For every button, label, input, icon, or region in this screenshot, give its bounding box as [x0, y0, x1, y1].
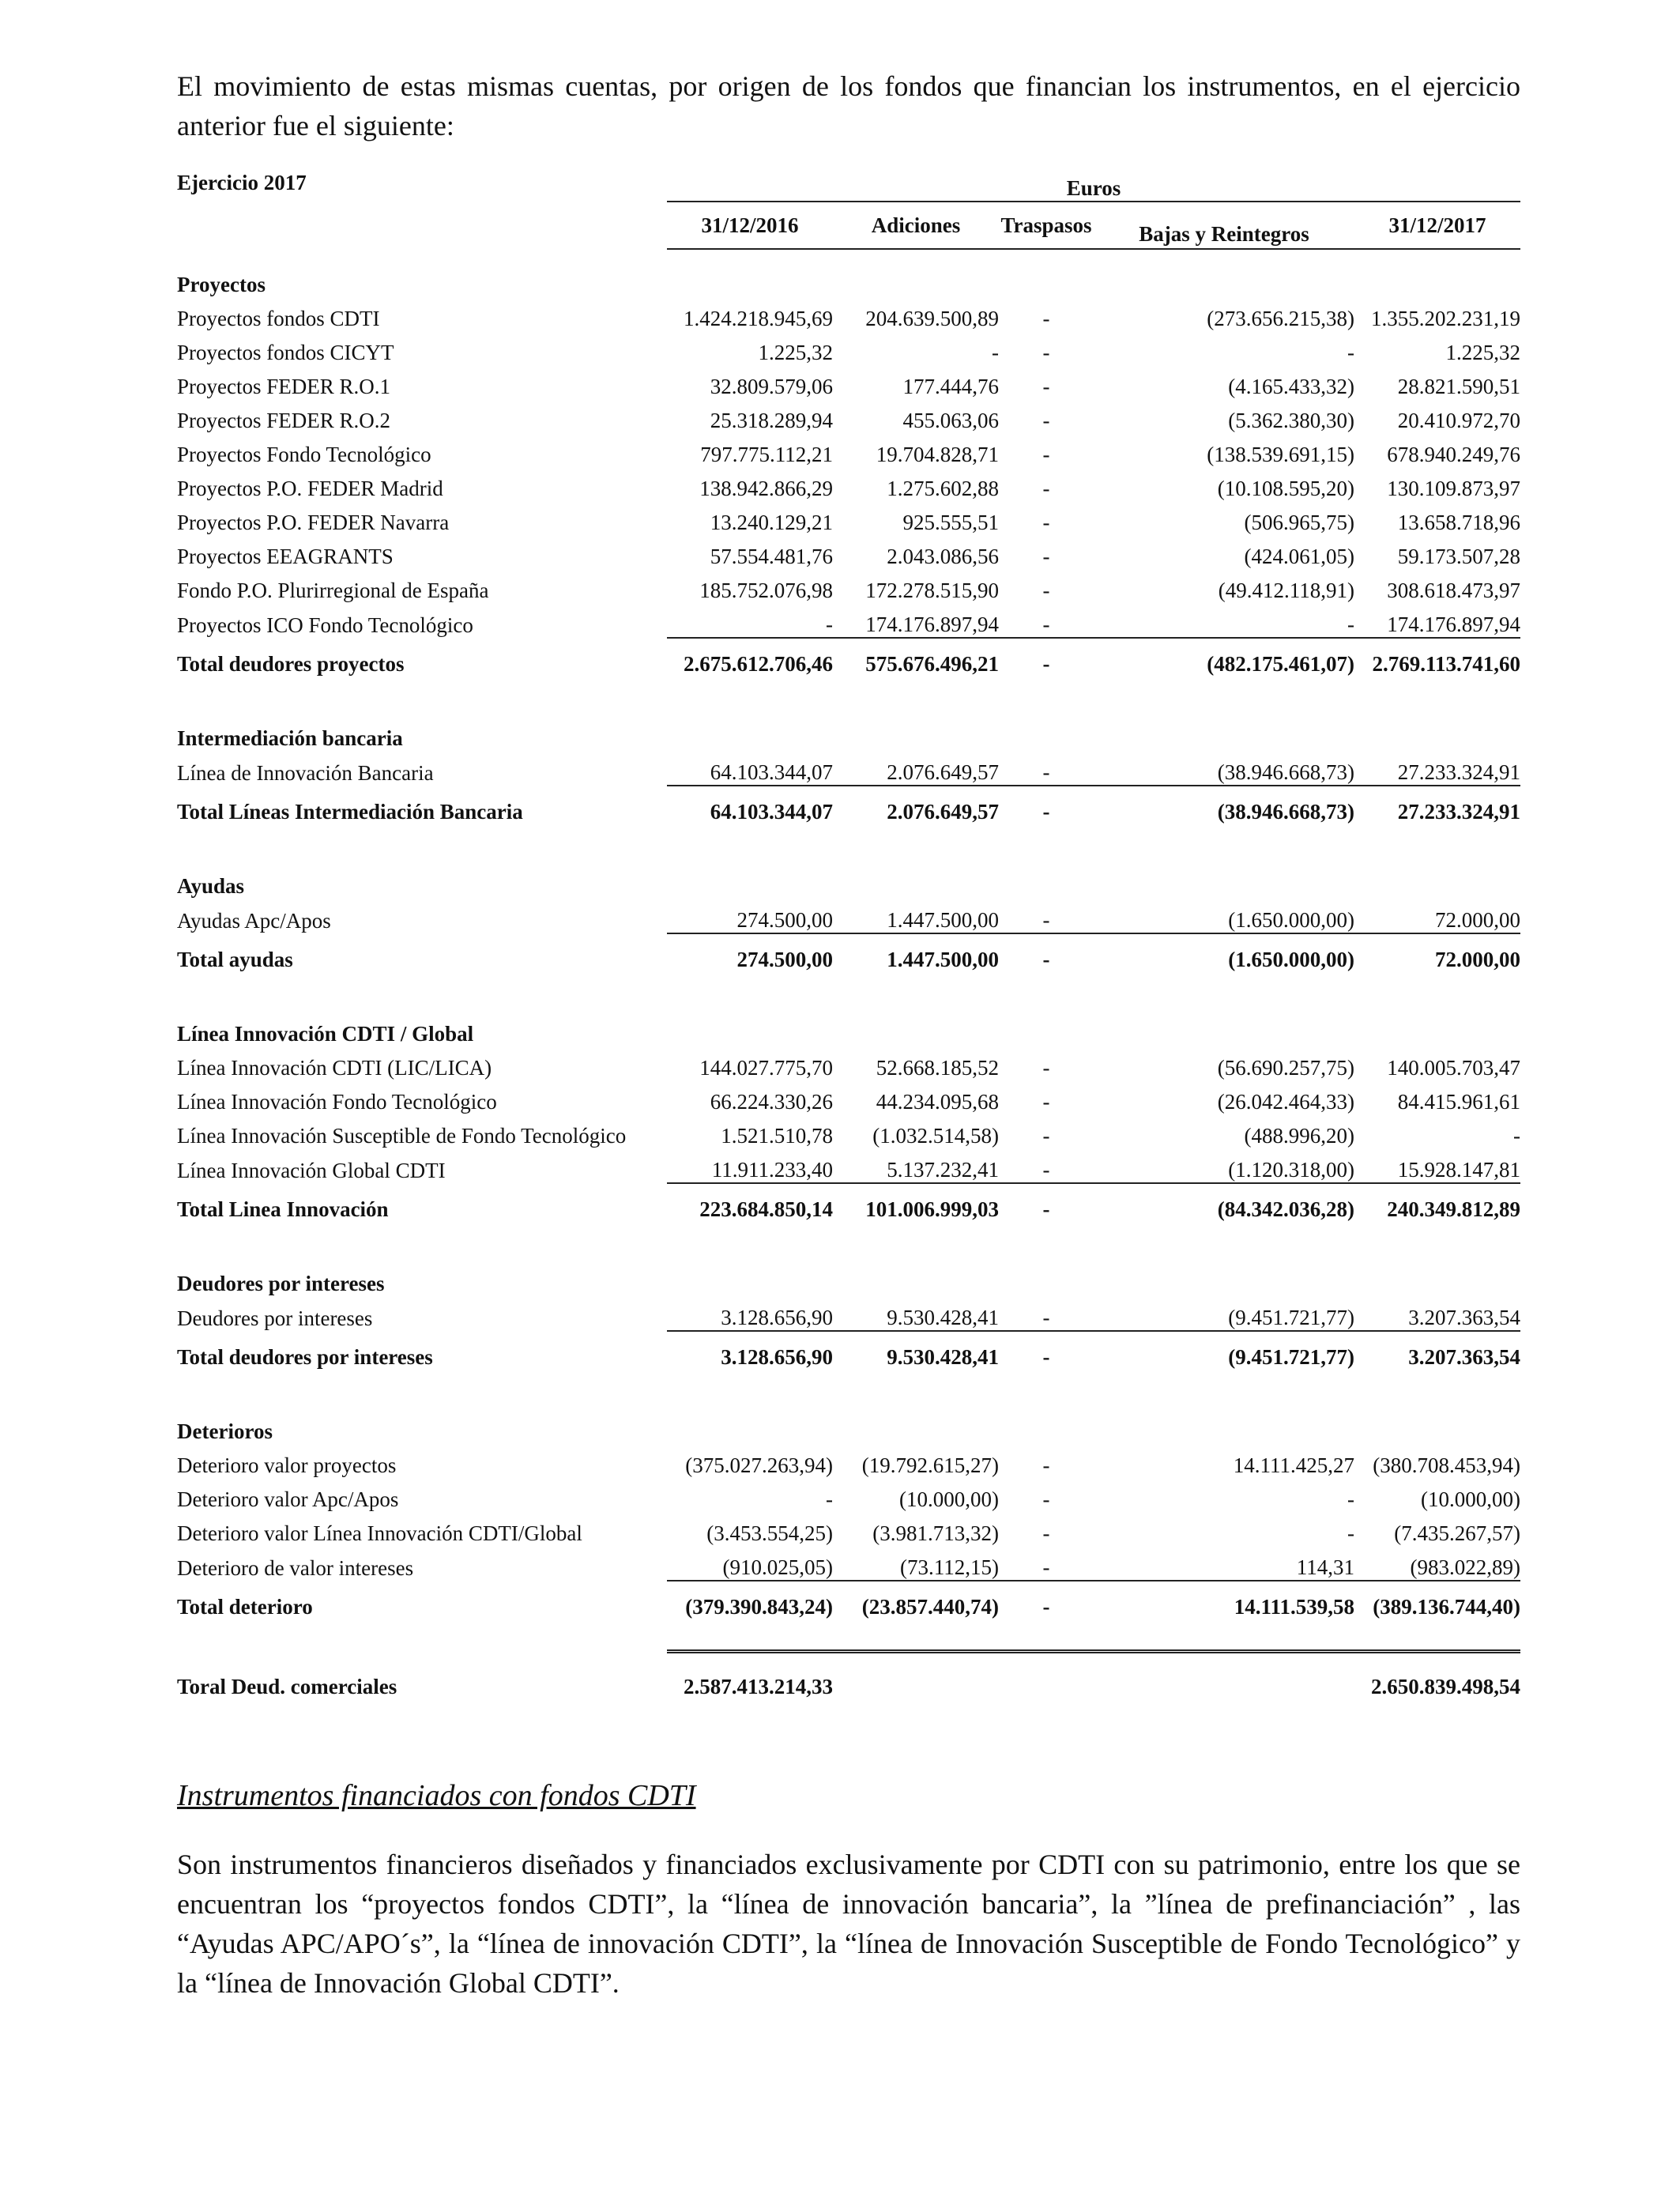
value-cell: (1.032.514,58) — [872, 1124, 999, 1148]
value-cell: 678.940.249,76 — [1387, 443, 1520, 466]
value-cell: - — [1042, 545, 1050, 568]
value-cell: 455.063,06 — [902, 409, 999, 432]
value-cell: - — [1042, 409, 1050, 432]
value-cell: 13.240.129,21 — [710, 511, 833, 534]
table-row — [177, 365, 1520, 399]
section-title: Deudores por intereses — [177, 1272, 385, 1295]
value-cell: - — [1042, 1555, 1050, 1579]
row-label: Fondo P.O. Plurirregional de España — [177, 579, 489, 602]
grand-total-row — [177, 1652, 1520, 1700]
value-cell: (73.112,15) — [900, 1555, 999, 1579]
section-header-row — [177, 1403, 1520, 1444]
row-label: Deudores por intereses — [177, 1306, 373, 1330]
value-cell: (5.362.380,30) — [1228, 409, 1354, 432]
column-header: Traspasos — [999, 202, 1094, 249]
value-cell: (424.061,05) — [1244, 545, 1354, 568]
value-cell: (488.996,20) — [1244, 1124, 1354, 1148]
total-label: Total deterioro — [177, 1595, 313, 1619]
row-label: Proyectos FEDER R.O.2 — [177, 409, 390, 432]
value-cell: - — [999, 1183, 1094, 1222]
total-row — [177, 786, 1520, 824]
section-header-row — [177, 710, 1520, 751]
financial-table — [177, 169, 1520, 1699]
value-cell: (49.412.118,91) — [1218, 579, 1354, 602]
table-row — [177, 467, 1520, 501]
table-row — [177, 1046, 1520, 1080]
value-cell: 66.224.330,26 — [710, 1090, 833, 1114]
table-row — [177, 1478, 1520, 1512]
value-cell: - — [1042, 341, 1050, 364]
table-row — [177, 751, 1520, 786]
value-cell: - — [1042, 908, 1050, 932]
value-cell: 14.111.539,58 — [1094, 1581, 1354, 1619]
value-cell — [833, 1652, 999, 1700]
section-header-row — [177, 249, 1520, 297]
row-label: Proyectos P.O. FEDER Navarra — [177, 511, 450, 534]
value-cell: - — [1042, 1487, 1050, 1511]
row-label: Deterioro valor Línea Innovación CDTI/Global — [177, 1521, 582, 1545]
value-cell: 13.658.718,96 — [1397, 511, 1520, 534]
section-title: Ayudas — [177, 874, 245, 898]
row-label: Proyectos fondos CDTI — [177, 307, 380, 330]
value-cell: (84.342.036,28) — [1094, 1183, 1354, 1222]
value-cell: (38.946.668,73) — [1217, 760, 1354, 784]
table-row — [177, 297, 1520, 331]
value-cell: 2.675.612.706,46 — [667, 638, 833, 677]
value-cell: 1.521.510,78 — [721, 1124, 833, 1148]
table-row — [177, 1148, 1520, 1183]
value-cell: - — [1347, 1487, 1354, 1511]
total-row — [177, 1331, 1520, 1370]
value-cell: - — [992, 341, 999, 364]
financial-table-wrapper — [177, 169, 1520, 1699]
value-cell: 101.006.999,03 — [833, 1183, 999, 1222]
intro-paragraph: El movimiento de estas mismas cuentas, por origen de los fondos que financian los instrumentos, en el ejercicio anterior fue el siguiente: — [177, 70, 1520, 141]
value-cell: 9.530.428,41 — [833, 1331, 999, 1370]
spacer-row — [177, 677, 1520, 710]
value-cell: 11.911.233,40 — [711, 1158, 833, 1182]
row-label: Línea Innovación Fondo Tecnológico — [177, 1090, 497, 1114]
value-cell: (375.027.263,94) — [685, 1453, 833, 1477]
value-cell: - — [1042, 1158, 1050, 1182]
column-header-row — [177, 202, 1520, 249]
value-cell: 138.942.866,29 — [699, 477, 833, 500]
value-cell: 64.103.344,07 — [710, 760, 833, 784]
row-label: Línea de Innovación Bancaria — [177, 761, 434, 785]
table-row — [177, 899, 1520, 933]
value-cell — [999, 1652, 1094, 1700]
section-header-row — [177, 1255, 1520, 1296]
column-header: Adiciones — [833, 202, 999, 249]
value-cell: - — [1347, 1521, 1354, 1545]
document-page — [177, 66, 1520, 2003]
value-cell: - — [1513, 1124, 1520, 1148]
value-cell: 3.128.656,90 — [721, 1306, 833, 1329]
value-cell: 25.318.289,94 — [710, 409, 833, 432]
value-cell: 28.821.590,51 — [1397, 375, 1520, 398]
value-cell: 240.349.812,89 — [1354, 1183, 1520, 1222]
table-row — [177, 433, 1520, 467]
value-cell: 20.410.972,70 — [1397, 409, 1520, 432]
value-cell: 1.424.218.945,69 — [684, 307, 833, 330]
table-row — [177, 331, 1520, 365]
table-row — [177, 535, 1520, 569]
value-cell: - — [999, 1581, 1094, 1619]
value-cell: 27.233.324,91 — [1354, 786, 1520, 824]
value-cell: (506.965,75) — [1244, 511, 1354, 534]
spacer-row — [177, 824, 1520, 858]
value-cell: (380.708.453,94) — [1373, 1453, 1520, 1477]
table-row — [177, 569, 1520, 603]
value-cell: 204.639.500,89 — [865, 307, 999, 330]
value-cell: 59.173.507,28 — [1397, 545, 1520, 568]
value-cell: 925.555,51 — [902, 511, 999, 534]
value-cell: 223.684.850,14 — [667, 1183, 833, 1222]
total-label: Total Líneas Intermediación Bancaria — [177, 800, 523, 824]
value-cell: 2.076.649,57 — [833, 786, 999, 824]
row-label: Deterioro valor Apc/Apos — [177, 1487, 399, 1511]
row-label: Línea Innovación Susceptible de Fondo Tecnológico — [177, 1124, 627, 1148]
value-cell: - — [1042, 1306, 1050, 1329]
value-cell: - — [999, 933, 1094, 972]
value-cell: 177.444,76 — [902, 375, 999, 398]
row-label: Deterioro de valor intereses — [177, 1556, 414, 1580]
value-cell: 14.111.425,27 — [1233, 1453, 1354, 1477]
row-label: Proyectos ICO Fondo Tecnológico — [177, 613, 473, 637]
value-cell: - — [1042, 1056, 1050, 1080]
spacer-row — [177, 972, 1520, 1005]
section-header-row — [177, 1005, 1520, 1046]
total-row — [177, 638, 1520, 677]
spacer-row — [177, 1222, 1520, 1255]
value-cell: 174.176.897,94 — [1387, 613, 1520, 636]
value-cell: - — [1042, 477, 1050, 500]
value-cell: 15.928.147,81 — [1397, 1158, 1520, 1182]
value-cell: 1.225,32 — [758, 341, 833, 364]
row-label: Deterioro valor proyectos — [177, 1453, 397, 1477]
value-cell: (4.165.433,32) — [1228, 375, 1354, 398]
value-cell: - — [1347, 613, 1354, 636]
table-row — [177, 1080, 1520, 1114]
value-cell: (26.042.464,33) — [1217, 1090, 1354, 1114]
table-row — [177, 1114, 1520, 1148]
table-row — [177, 1512, 1520, 1546]
row-label: Proyectos EEAGRANTS — [177, 545, 394, 568]
value-cell: 27.233.324,91 — [1397, 760, 1520, 784]
row-label: Ayudas Apc/Apos — [177, 909, 331, 933]
section-title: Deterioros — [177, 1419, 273, 1443]
value-cell: 84.415.961,61 — [1397, 1090, 1520, 1114]
total-label: Total deudores por intereses — [177, 1345, 433, 1369]
value-cell: (379.390.843,24) — [667, 1581, 833, 1619]
row-label: Proyectos FEDER R.O.1 — [177, 375, 390, 398]
value-cell: (482.175.461,07) — [1094, 638, 1354, 677]
table-row — [177, 603, 1520, 638]
table-row — [177, 399, 1520, 433]
value-cell: 140.005.703,47 — [1387, 1056, 1520, 1080]
value-cell: 144.027.775,70 — [699, 1056, 833, 1080]
total-row — [177, 933, 1520, 972]
value-cell: (3.981.713,32) — [872, 1521, 999, 1545]
value-cell: (10.000,00) — [1421, 1487, 1520, 1511]
section-title: Intermediación bancaria — [177, 726, 403, 750]
section-title: Proyectos — [177, 273, 266, 296]
value-cell: 274.500,00 — [667, 933, 833, 972]
total-label: Total Linea Innovación — [177, 1197, 389, 1221]
value-cell — [1094, 1652, 1354, 1700]
value-cell: (38.946.668,73) — [1094, 786, 1354, 824]
value-cell: 3.207.363,54 — [1354, 1331, 1520, 1370]
value-cell: 64.103.344,07 — [667, 786, 833, 824]
value-cell: - — [1042, 1124, 1050, 1148]
value-cell: 9.530.428,41 — [887, 1306, 999, 1329]
value-cell: 797.775.112,21 — [700, 443, 833, 466]
value-cell: 3.128.656,90 — [667, 1331, 833, 1370]
value-cell: (7.435.267,57) — [1394, 1521, 1520, 1545]
value-cell: (138.539.691,15) — [1207, 443, 1354, 466]
value-cell: (273.656.215,38) — [1207, 307, 1354, 330]
value-cell: 2.076.649,57 — [887, 760, 999, 784]
value-cell: - — [1042, 511, 1050, 534]
value-cell: 308.618.473,97 — [1387, 579, 1520, 602]
row-label: Línea Innovación CDTI (LIC/LICA) — [177, 1056, 492, 1080]
value-cell: - — [1042, 443, 1050, 466]
column-header: 31/12/2017 — [1354, 202, 1520, 249]
value-cell: - — [1042, 375, 1050, 398]
value-cell: (10.108.595,20) — [1217, 477, 1354, 500]
value-cell: 1.275.602,88 — [887, 477, 999, 500]
value-cell: - — [1042, 1521, 1050, 1545]
value-cell: 1.355.202.231,19 — [1371, 307, 1520, 330]
table-row — [177, 501, 1520, 535]
value-cell: 1.225,32 — [1445, 341, 1520, 364]
value-cell: 32.809.579,06 — [710, 375, 833, 398]
value-cell: (10.000,00) — [899, 1487, 999, 1511]
section-title: Línea Innovación CDTI / Global — [177, 1022, 474, 1046]
value-cell: 5.137.232,41 — [887, 1158, 999, 1182]
row-label: Proyectos fondos CICYT — [177, 341, 394, 364]
value-cell: - — [999, 638, 1094, 677]
closing-paragraph: Son instrumentos financieros diseñados y financiados exclusivamente por CDTI con su patrimonio, entre los que se encuentran los “proyectos fondos CDTI”, la “línea de innovación bancaria”, la ”línea de prefinanciación” , las “Ayudas APC/APO´s”, la “línea de innovación CDTI”, la “línea de Innovación Susceptible de Fondo Tecnológico” y la “línea de Innovación Global CDTI”. — [177, 1849, 1520, 1999]
value-cell: 2.043.086,56 — [887, 545, 999, 568]
spacer-row — [177, 1370, 1520, 1403]
grand-total-label: Toral Deud. comerciales — [177, 1675, 397, 1698]
value-cell: (9.451.721,77) — [1094, 1331, 1354, 1370]
value-cell: - — [1042, 307, 1050, 330]
value-cell: 52.668.185,52 — [876, 1056, 999, 1080]
value-cell: 72.000,00 — [1435, 908, 1520, 932]
value-cell: (56.690.257,75) — [1217, 1056, 1354, 1080]
column-header: 31/12/2016 — [667, 202, 833, 249]
value-cell: - — [1042, 1453, 1050, 1477]
value-cell: 130.109.873,97 — [1387, 477, 1520, 500]
total-label: Total ayudas — [177, 948, 293, 971]
value-cell: 575.676.496,21 — [833, 638, 999, 677]
value-cell: 114,31 — [1296, 1555, 1354, 1579]
value-cell: 2.650.839.498,54 — [1354, 1652, 1520, 1700]
value-cell: 172.278.515,90 — [865, 579, 999, 602]
value-cell: - — [826, 613, 833, 636]
value-cell: 19.704.828,71 — [876, 443, 999, 466]
value-cell: (910.025,05) — [722, 1555, 833, 1579]
value-cell: (3.453.554,25) — [706, 1521, 833, 1545]
section-header-row — [177, 858, 1520, 899]
table-row — [177, 1546, 1520, 1581]
value-cell: (389.136.744,40) — [1354, 1581, 1520, 1619]
value-cell: - — [826, 1487, 833, 1511]
value-cell: (1.120.318,00) — [1228, 1158, 1354, 1182]
value-cell: 1.447.500,00 — [833, 933, 999, 972]
row-label: Proyectos Fondo Tecnológico — [177, 443, 431, 466]
value-cell: (9.451.721,77) — [1228, 1306, 1354, 1329]
value-cell: 274.500,00 — [736, 908, 833, 932]
value-cell: 44.234.095,68 — [876, 1090, 999, 1114]
value-cell: 57.554.481,76 — [710, 545, 833, 568]
total-label: Total deudores proyectos — [177, 652, 405, 676]
currency-header-row — [177, 169, 1520, 202]
value-cell: 2.587.413.214,33 — [667, 1652, 833, 1700]
value-cell: - — [1042, 760, 1050, 784]
value-cell: (983.022,89) — [1410, 1555, 1520, 1579]
value-cell: (1.650.000,00) — [1094, 933, 1354, 972]
value-cell: 2.769.113.741,60 — [1354, 638, 1520, 677]
table-row — [177, 1296, 1520, 1331]
currency-label: Euros — [667, 169, 1520, 202]
value-cell: - — [999, 786, 1094, 824]
total-row — [177, 1581, 1520, 1619]
value-cell: - — [1042, 1090, 1050, 1114]
value-cell: 1.447.500,00 — [887, 908, 999, 932]
value-cell: 185.752.076,98 — [699, 579, 833, 602]
spacer-row — [177, 1619, 1520, 1652]
value-cell: (19.792.615,27) — [861, 1453, 999, 1477]
value-cell: 72.000,00 — [1354, 933, 1520, 972]
value-cell: 3.207.363,54 — [1408, 1306, 1520, 1329]
value-cell: - — [1042, 613, 1050, 636]
section-heading: Instrumentos financiados con fondos CDTI — [177, 1779, 696, 1812]
value-cell: 174.176.897,94 — [865, 613, 999, 636]
fiscal-year-label: Ejercicio 2017 — [177, 171, 307, 194]
value-cell: - — [999, 1331, 1094, 1370]
value-cell: - — [1042, 579, 1050, 602]
value-cell: - — [1347, 341, 1354, 364]
value-cell: (23.857.440,74) — [833, 1581, 999, 1619]
row-label: Línea Innovación Global CDTI — [177, 1159, 446, 1182]
value-cell: (1.650.000,00) — [1228, 908, 1354, 932]
total-row — [177, 1183, 1520, 1222]
table-row — [177, 1444, 1520, 1478]
row-label: Proyectos P.O. FEDER Madrid — [177, 477, 443, 500]
column-header: Bajas y Reintegros — [1094, 202, 1354, 249]
